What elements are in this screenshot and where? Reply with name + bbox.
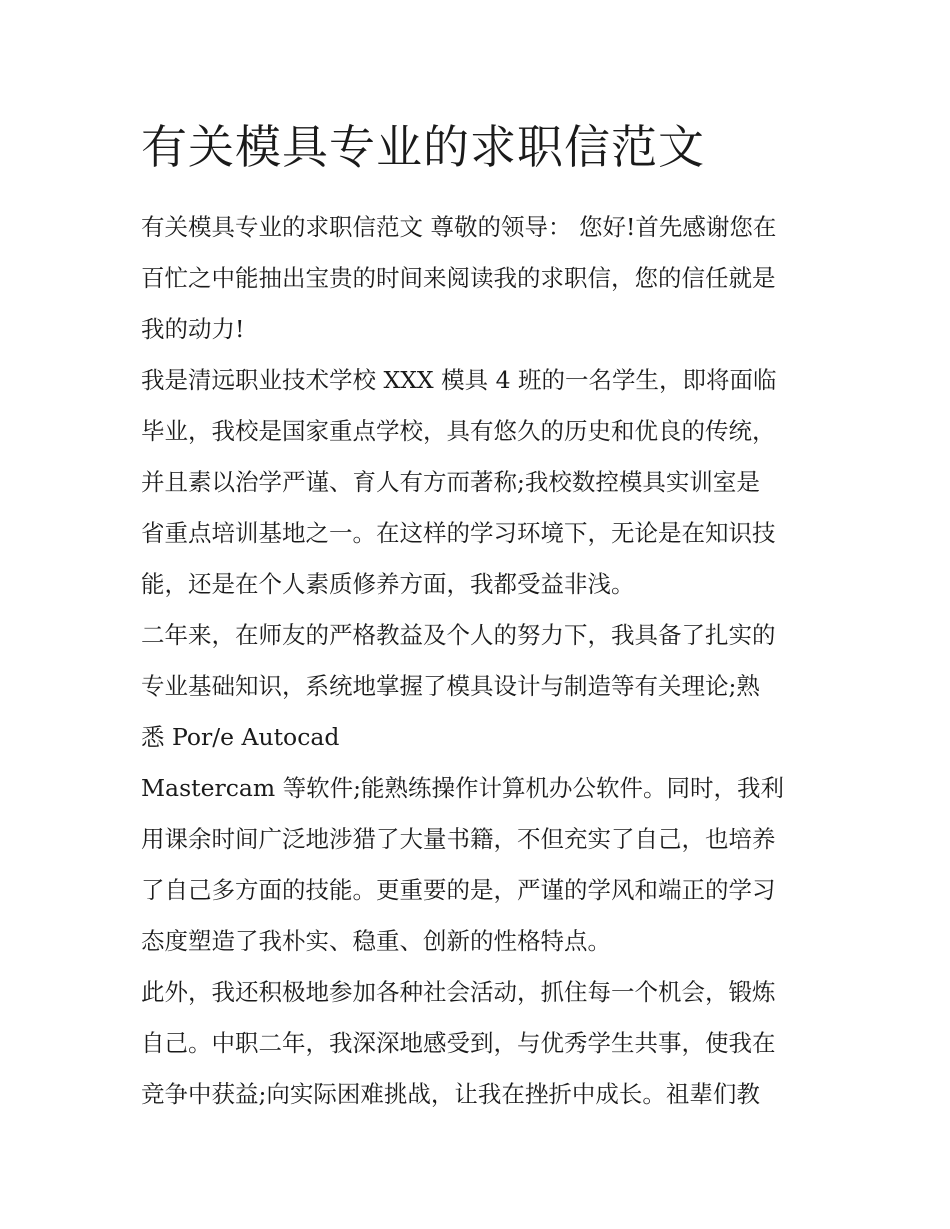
paragraph-greeting <box>141 202 821 355</box>
text-line: 用课余时间广泛地涉猎了大量书籍，不但充实了自己，也培养 <box>141 825 776 853</box>
text-line: 有关模具专业的求职信范文 尊敬的领导： 您好!首先感谢您在 <box>141 213 777 241</box>
text-line: 悉 Por/e Autocad <box>141 723 340 751</box>
text-line: 省重点培训基地之一。在这样的学习环境下，无论是在知识技 <box>141 519 776 547</box>
text-line: 我是清远职业技术学校 XXX 模具 4 班的一名学生，即将面临 <box>141 366 777 394</box>
paragraph-school-intro <box>141 355 821 610</box>
text-line: 百忙之中能抽出宝贵的时间来阅读我的求职信，您的信任就是 <box>141 264 776 292</box>
text-line: Mastercam 等软件;能熟练操作计算机办公软件。同时，我利 <box>141 774 785 802</box>
text-line: 毕业，我校是国家重点学校，具有悠久的历史和优良的传统， <box>141 417 776 445</box>
text-line: 此外，我还积极地参加各种社会活动，抓住每一个机会，锻炼 <box>141 978 776 1006</box>
text-line: 二年来，在师友的严格教益及个人的努力下，我具备了扎实的 <box>141 621 776 649</box>
text-line: 并且素以治学严谨、育人有方而著称;我校数控模具实训室是 <box>141 468 760 496</box>
paragraph-skills <box>141 610 821 763</box>
text-line: 我的动力! <box>141 315 245 343</box>
document-body <box>141 112 821 1120</box>
text-line: 竞争中获益;向实际困难挑战，让我在挫折中成长。祖辈们教 <box>141 1080 760 1108</box>
paragraph-software <box>141 763 821 967</box>
paragraph-activities <box>141 967 821 1120</box>
text-line: 了自己多方面的技能。更重要的是，严谨的学风和端正的学习 <box>141 876 776 904</box>
document-title: 有关模具专业的求职信范文 <box>141 120 705 174</box>
text-line: 态度塑造了我朴实、稳重、创新的性格特点。 <box>141 927 611 955</box>
text-line: 自己。中职二年，我深深地感受到，与优秀学生共事，使我在 <box>141 1029 776 1057</box>
text-line: 专业基础知识，系统地掌握了模具设计与制造等有关理论;熟 <box>141 672 760 700</box>
text-line: 能，还是在个人素质修养方面，我都受益非浅。 <box>141 570 635 598</box>
